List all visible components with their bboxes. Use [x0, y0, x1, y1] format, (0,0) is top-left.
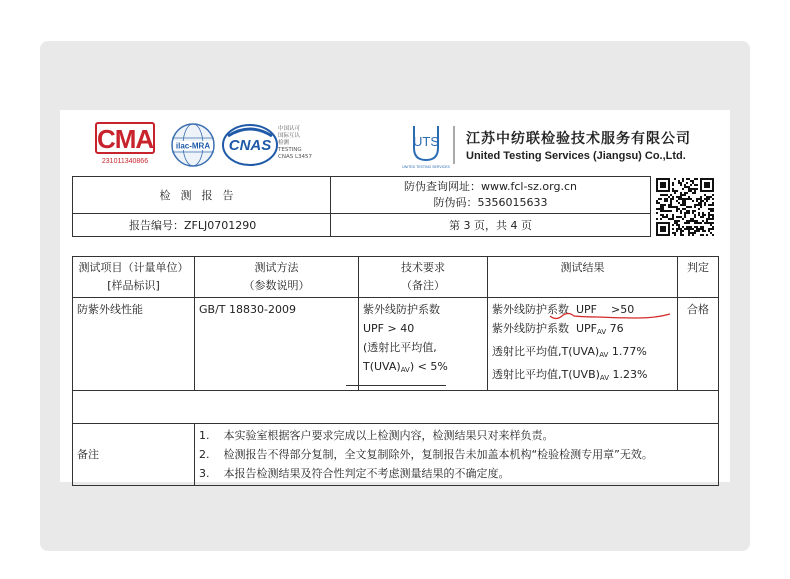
- remarks-label: 备注: [73, 424, 195, 486]
- red-underline-annotation: [548, 312, 672, 322]
- cell-verdict: 合格: [678, 298, 719, 391]
- test-results-table: [72, 256, 719, 486]
- svg-text:ilac-MRA: ilac-MRA: [175, 141, 211, 151]
- uts-logo: [402, 122, 698, 170]
- col-header-verdict: 判定: [678, 257, 719, 298]
- cnas-logo: [222, 122, 324, 170]
- page-indicator: 第 3 页，共 4 页: [331, 214, 651, 237]
- report-number: 报告编号：ZFLJ0701290: [73, 214, 331, 237]
- blank-row: [73, 391, 719, 424]
- cell-result: 紫外线防护系数 UPF >50 紫外线防护系数 $UPF_{AV}$ 76 透射比平均值$,T(UVA)_{AV}$ 1.77% 透射比平均值$,T(UVB)_{AV}$ 1.23%: [488, 298, 678, 391]
- ilac-mra-logo: [170, 122, 216, 170]
- ilac-globe-icon: [170, 122, 216, 168]
- remark-item: 3. 本报告检测结果及符合性判定不考虑测量结果的不确定度。: [199, 467, 510, 480]
- svg-text:UNITED TESTING SERVICES: UNITED TESTING SERVICES: [402, 165, 450, 169]
- cma-letters: CMA: [97, 124, 154, 154]
- remarks-row: [73, 424, 719, 486]
- svg-text:CNAS: CNAS: [228, 137, 272, 154]
- col-header-method: 测试方法 （参数说明）: [195, 257, 359, 298]
- remarks-list: [195, 424, 719, 486]
- cnas-caption: 中国认可 国际互认 检测 TESTING CNAS L3457: [278, 126, 313, 160]
- cell-requirement: 紫外线防护系数 UPF > 40 (透射比平均值, $T(UVA)_{AV}) < 5\%$: [359, 298, 488, 391]
- company-name-cn: 江苏中纺联检验技术服务有限公司: [466, 131, 691, 147]
- cell-method: GB/T 18830-2009: [195, 298, 359, 391]
- anti-fake-info: [331, 177, 651, 214]
- cell-item: 防紫外线性能: [73, 298, 195, 391]
- separator-line: [346, 385, 446, 386]
- report-header-table: [72, 176, 651, 237]
- col-header-requirement: 技术要求 （备注）: [359, 257, 488, 298]
- cma-number: 231011340866: [101, 158, 149, 165]
- remark-item: 1. 本实验室根据客户要求完成以上检测内容，检测结果只对来样负责。: [199, 429, 554, 442]
- col-header-result: 测试结果: [488, 257, 678, 298]
- svg-text:UTS: UTS: [413, 134, 439, 149]
- remark-item: 2. 检测报告不得部分复制，全文复制除外，复制报告未加盖本机构“检验检测专用章”无效。: [199, 448, 653, 461]
- cma-logo: [92, 122, 158, 170]
- anti-fake-url: 防伪查询网址：www.fcl-sz.org.cn: [404, 180, 577, 193]
- col-header-item: 测试项目（计量单位） [样品标识]: [73, 257, 195, 298]
- uts-mark-icon: [402, 122, 460, 170]
- company-name-en: United Testing Services (Jiangsu) Co.,Ltd.: [466, 150, 686, 162]
- qr-code-icon: [656, 178, 714, 236]
- anti-fake-code: 防伪码：5356015633: [433, 196, 548, 209]
- cnas-badge-icon: [222, 122, 280, 168]
- report-title: 检测报告: [73, 177, 331, 214]
